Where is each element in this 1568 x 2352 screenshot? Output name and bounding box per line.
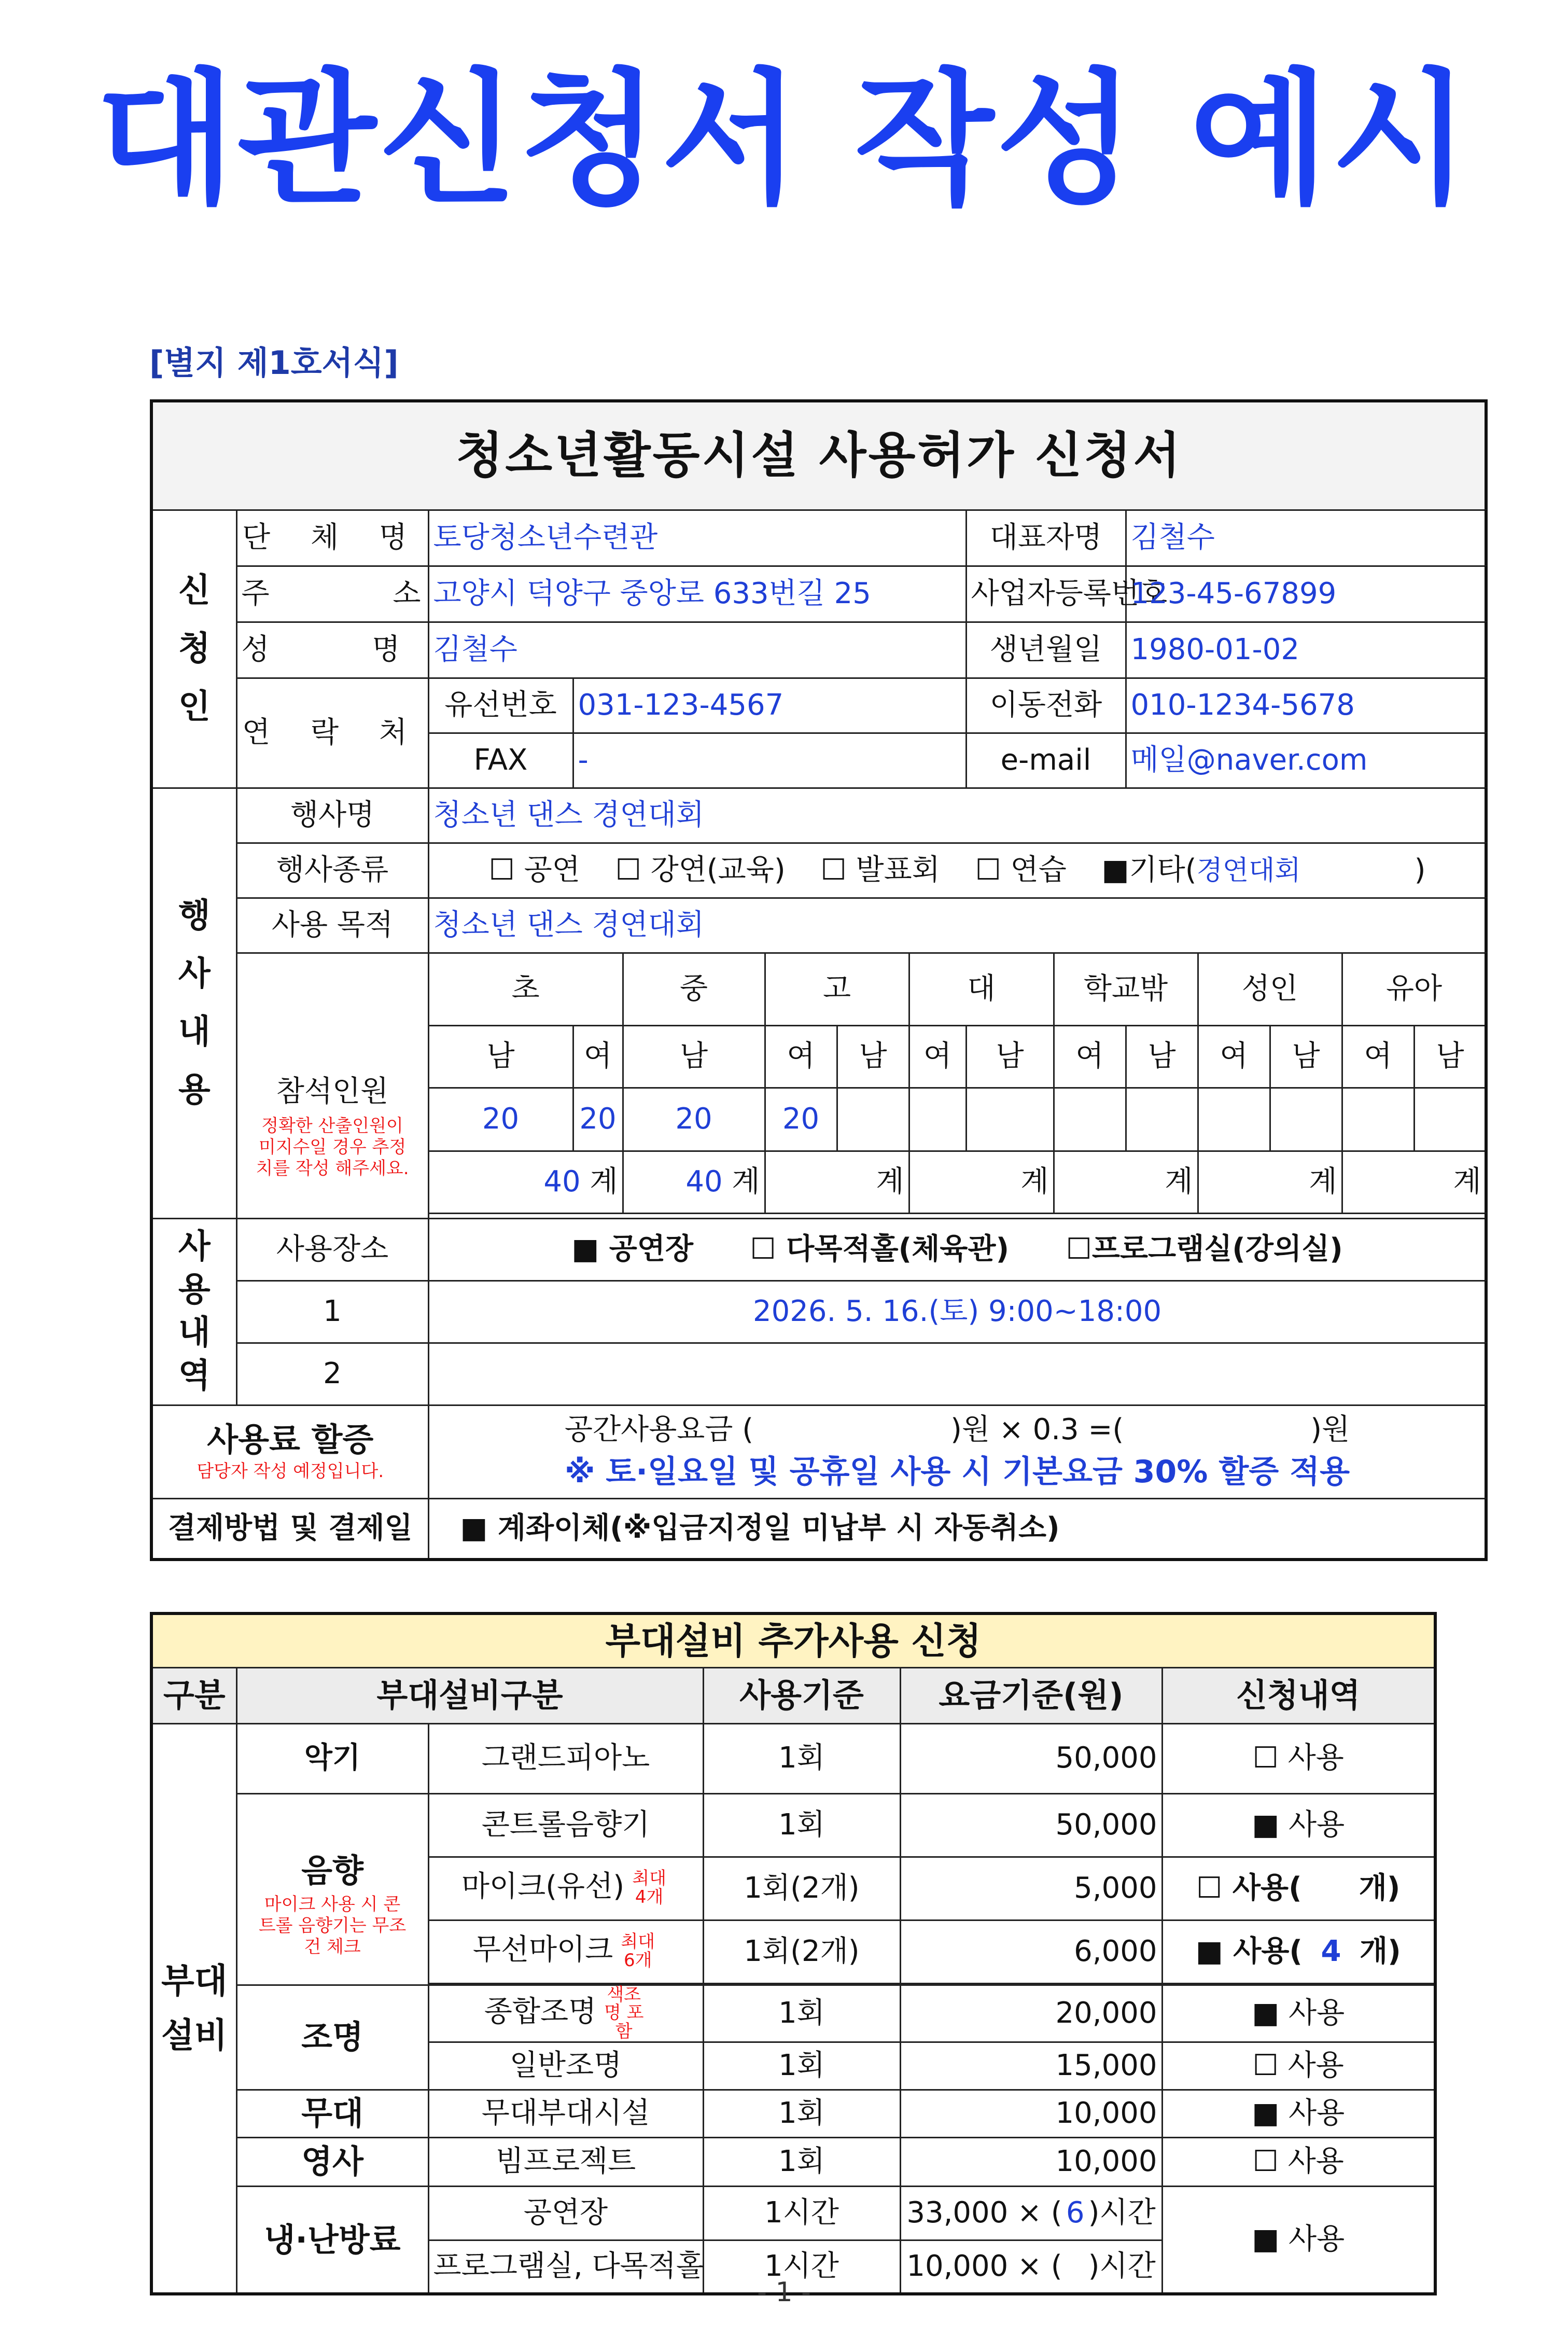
header-category: 구분 xyxy=(151,1667,236,1723)
fax-value[interactable]: - xyxy=(573,733,966,788)
attendee-label: 참석인원 xyxy=(276,1074,389,1108)
event-type-other-value[interactable]: 경연대회 xyxy=(1196,855,1301,886)
group-out-of-school: 학교밖 xyxy=(1054,953,1198,1025)
item-apply-checkbox[interactable]: ☐ 사용 xyxy=(1162,2137,1435,2186)
count-cell[interactable]: 20 xyxy=(428,1088,573,1151)
item-note: 최대 6개 xyxy=(621,1931,655,1971)
item-price: 10,000 xyxy=(900,2137,1162,2186)
usage-row-2-no: 2 xyxy=(236,1343,428,1405)
usage-row-1-datetime[interactable]: 2026. 5. 16.(토) 9:00~18:00 xyxy=(428,1281,1486,1343)
usage-row-1-no: 1 xyxy=(236,1281,428,1343)
form-label: [별지 제1호서식] xyxy=(149,344,399,382)
item-price-cell: 33,000 × ( 6 )시간 xyxy=(900,2186,1162,2240)
fee-note: 담당자 작성 예정입니다. xyxy=(197,1461,384,1482)
total-cell[interactable]: 계 xyxy=(909,1151,1054,1213)
audio-note: 마이크 사용 시 콘트롤 음향기는 무조건 체크 xyxy=(258,1894,407,1957)
org-name-value[interactable]: 토당청소년수련관 xyxy=(428,510,966,566)
item-name: 일반조명 xyxy=(428,2042,703,2090)
gender-male: 남 xyxy=(1270,1025,1342,1088)
item-name: 그랜드피아노 xyxy=(428,1723,703,1793)
event-type-option-lecture[interactable]: ☐ 강연(교육) xyxy=(615,853,786,887)
total-cell[interactable]: 40 계 xyxy=(623,1151,765,1213)
usage-section-label: 사 용 내 역 xyxy=(151,1218,236,1405)
equipment-header-row xyxy=(151,1667,1435,1723)
birth-value[interactable]: 1980-01-02 xyxy=(1126,622,1486,678)
fax-label: FAX xyxy=(428,733,573,788)
item-name-cell: 마이크(유선) 최대 4개 xyxy=(428,1857,703,1920)
item-price: 50,000 xyxy=(900,1793,1162,1857)
fee-cell xyxy=(428,1405,1486,1498)
event-type-option-presentation[interactable]: ☐ 발표회 xyxy=(820,853,940,887)
place-option-hall[interactable]: ■ 공연장 xyxy=(571,1232,694,1266)
item-price: 10,000 xyxy=(900,2090,1162,2137)
total-cell[interactable]: 계 xyxy=(1198,1151,1342,1213)
gender-female: 여 xyxy=(765,1025,837,1088)
count-cell[interactable] xyxy=(1342,1088,1414,1151)
category-stage: 무대 xyxy=(236,2090,428,2137)
item-unit: 1회 xyxy=(703,2090,900,2137)
item-unit: 1시간 xyxy=(703,2186,900,2240)
equipment-section-label: 부대 설비 xyxy=(151,1723,236,2294)
item-price: 6,000 xyxy=(900,1920,1162,1983)
org-name-label: 단 체 명 xyxy=(236,510,428,566)
item-unit: 1회 xyxy=(703,1985,900,2042)
item-unit: 1회 xyxy=(703,1723,900,1793)
item-apply-checkbox[interactable]: ■ 사용 xyxy=(1162,1985,1435,2042)
gender-female: 여 xyxy=(909,1025,966,1088)
address-label: 주 소 xyxy=(236,566,428,622)
fee-label-cell xyxy=(151,1405,428,1498)
gender-female: 여 xyxy=(573,1025,623,1088)
hvac-apply-checkbox[interactable]: ■ 사용 xyxy=(1162,2186,1435,2294)
item-apply-checkbox[interactable]: ■ 사용 xyxy=(1162,1793,1435,1857)
group-middle: 중 xyxy=(623,953,765,1025)
item-name: 빔프로젝트 xyxy=(428,2137,703,2186)
count-cell[interactable] xyxy=(1270,1088,1342,1151)
group-adult: 성인 xyxy=(1198,953,1342,1025)
mobile-label: 이동전화 xyxy=(966,678,1126,733)
group-university: 대 xyxy=(909,953,1054,1025)
category-projector: 영사 xyxy=(236,2137,428,2186)
rep-label: 대표자명 xyxy=(966,510,1126,566)
birth-label: 생년월일 xyxy=(966,622,1126,678)
phone-value[interactable]: 031-123-4567 xyxy=(573,678,966,733)
equipment-title: 부대설비 추가사용 신청 xyxy=(151,1613,1435,1667)
equipment-table xyxy=(150,1612,1437,2295)
item-name: 공연장 xyxy=(428,2186,703,2240)
purpose-value[interactable]: 청소년 댄스 경연대회 xyxy=(428,898,1486,953)
event-name-label: 행사명 xyxy=(236,788,428,843)
category-audio: 음향 xyxy=(301,1851,363,1889)
name-value[interactable]: 김철수 xyxy=(428,622,966,678)
event-type-option-other[interactable]: ■기타( xyxy=(1101,853,1197,887)
name-label: 성 명 xyxy=(236,622,428,678)
item-name-cell: 종합조명색조명 포함 xyxy=(428,1985,703,2042)
count-cell[interactable] xyxy=(837,1088,909,1151)
event-type-option-performance[interactable]: ☐ 공연 xyxy=(488,853,580,887)
header-equipment: 부대설비구분 xyxy=(236,1667,703,1723)
biz-no-value[interactable]: 123-45-67899 xyxy=(1126,566,1486,622)
category-instrument: 악기 xyxy=(236,1723,428,1793)
gender-male: 남 xyxy=(428,1025,573,1088)
event-section-label: 행 사 내 용 xyxy=(151,788,236,1218)
item-unit: 1회 xyxy=(703,1793,900,1857)
gender-male: 남 xyxy=(1414,1025,1486,1088)
group-high: 고 xyxy=(765,953,909,1025)
event-type-option-practice[interactable]: ☐ 연습 xyxy=(975,853,1067,887)
gender-female: 여 xyxy=(1198,1025,1270,1088)
biz-no-label: 사업자등록번호 xyxy=(966,566,1126,622)
item-apply-checkbox[interactable]: ☐ 사용 xyxy=(1162,1723,1435,1793)
group-preschool: 유아 xyxy=(1342,953,1486,1025)
item-apply-checkbox[interactable]: ☐ 사용 xyxy=(1162,2042,1435,2090)
item-name: 콘트롤음향기 xyxy=(428,1793,703,1857)
item-unit: 1회 xyxy=(703,2042,900,2090)
gender-female: 여 xyxy=(1342,1025,1414,1088)
count-cell[interactable]: 20 xyxy=(573,1088,623,1151)
payment-label: 결제방법 및 결제일 xyxy=(151,1498,428,1560)
header-unit: 사용기준 xyxy=(703,1667,900,1723)
event-name-value[interactable]: 청소년 댄스 경연대회 xyxy=(428,788,1486,843)
place-options[interactable] xyxy=(428,1218,1486,1281)
total-cell[interactable]: 계 xyxy=(1342,1151,1486,1213)
count-cell[interactable] xyxy=(966,1088,1054,1151)
page-number: - 1 - xyxy=(757,2277,811,2308)
item-name: 프로그램실, 다목적홀 xyxy=(428,2240,703,2294)
payment-value[interactable]: ■ 계좌이체(※입금지정일 미납부 시 자동취소) xyxy=(428,1498,1486,1560)
group-elementary: 초 xyxy=(428,953,623,1025)
place-label: 사용장소 xyxy=(236,1218,428,1281)
item-unit: 1회 xyxy=(703,2137,900,2186)
item-price: 20,000 xyxy=(900,1985,1162,2042)
fee-label: 사용료 할증 xyxy=(207,1420,374,1458)
mobile-value[interactable]: 010-1234-5678 xyxy=(1126,678,1486,733)
item-name-cell: 무선마이크 최대 6개 xyxy=(428,1920,703,1983)
total-cell[interactable]: 계 xyxy=(1054,1151,1198,1213)
place-option-gym[interactable]: ☐ 다목적홀(체육관) xyxy=(750,1232,1010,1266)
category-lighting: 조명 xyxy=(236,1985,428,2090)
count-cell[interactable]: 20 xyxy=(765,1088,837,1151)
applicant-section-label: 신 청 인 xyxy=(151,510,236,788)
count-cell[interactable] xyxy=(1198,1088,1270,1151)
email-value[interactable]: 메일@naver.com xyxy=(1126,733,1486,788)
gender-male: 남 xyxy=(1126,1025,1198,1088)
header-price: 요금기준(원) xyxy=(900,1667,1162,1723)
hvac-hours-hall[interactable]: 6 xyxy=(1066,2195,1085,2230)
gender-male: 남 xyxy=(966,1025,1054,1088)
surcharge-note: ※ 토·일요일 및 공휴일 사용 시 기본요금 30% 할증 적용 xyxy=(565,1453,1350,1490)
attendee-cell xyxy=(236,953,428,1218)
category-audio-cell xyxy=(236,1793,428,1985)
attendee-note: 정확한 산출인원이 미지수일 경우 추정치를 작성 해주세요. xyxy=(256,1116,409,1179)
count-cell[interactable] xyxy=(1414,1088,1486,1151)
header-apply: 신청내역 xyxy=(1162,1667,1435,1723)
purpose-label: 사용 목적 xyxy=(236,898,428,953)
count-cell[interactable] xyxy=(909,1088,966,1151)
contact-label: 연 락 처 xyxy=(236,678,428,788)
form-title: 청소년활동시설 사용허가 신청서 xyxy=(151,401,1486,510)
item-note: 최대 4개 xyxy=(632,1868,666,1908)
item-name: 무대부대시설 xyxy=(428,2090,703,2137)
gender-male: 남 xyxy=(837,1025,909,1088)
item-unit: 1회(2개) xyxy=(703,1857,900,1920)
total-cell[interactable]: 40 계 xyxy=(428,1151,623,1213)
phone-label: 유선번호 xyxy=(428,678,573,733)
gender-male: 남 xyxy=(623,1025,765,1088)
event-type-other-close: ) xyxy=(1414,853,1426,887)
item-price: 50,000 xyxy=(900,1723,1162,1793)
usage-row-2-datetime[interactable] xyxy=(428,1343,1486,1405)
item-apply-checkbox[interactable]: ☐ 사용( 개) xyxy=(1162,1857,1435,1920)
item-unit: 1회(2개) xyxy=(703,1920,900,1983)
place-option-program-room[interactable]: ☐프로그램실(강의실) xyxy=(1066,1232,1343,1266)
item-price: 15,000 xyxy=(900,2042,1162,2090)
email-label: e-mail xyxy=(966,733,1126,788)
item-apply-checkbox[interactable]: ■ 사용 xyxy=(1162,2090,1435,2137)
page-title: 대관신청서 작성 예시 xyxy=(95,55,1473,224)
fee-formula: 공간사용요금 ( )원 × 0.3 =( )원 xyxy=(564,1413,1350,1447)
event-type-label: 행사종류 xyxy=(236,843,428,898)
category-hvac: 냉·난방료 xyxy=(236,2186,428,2294)
item-apply-checkbox[interactable]: ■ 사용( 4 개) xyxy=(1162,1920,1435,1983)
event-type-options[interactable] xyxy=(428,843,1486,898)
count-cell[interactable]: 20 xyxy=(623,1088,765,1151)
item-note: 색조명 포함 xyxy=(604,1984,644,2042)
item-price-cell: 10,000 × ( )시간 xyxy=(900,2240,1162,2294)
gender-female: 여 xyxy=(1054,1025,1126,1088)
rep-value[interactable]: 김철수 xyxy=(1126,510,1486,566)
count-cell[interactable] xyxy=(1054,1088,1126,1151)
item-unit: 1시간 xyxy=(703,2240,900,2294)
item-price: 5,000 xyxy=(900,1857,1162,1920)
count-cell[interactable] xyxy=(1126,1088,1198,1151)
address-value[interactable]: 고양시 덕양구 중앙로 633번길 25 xyxy=(428,566,966,622)
application-form-table xyxy=(150,399,1488,1561)
total-cell[interactable]: 계 xyxy=(765,1151,909,1213)
